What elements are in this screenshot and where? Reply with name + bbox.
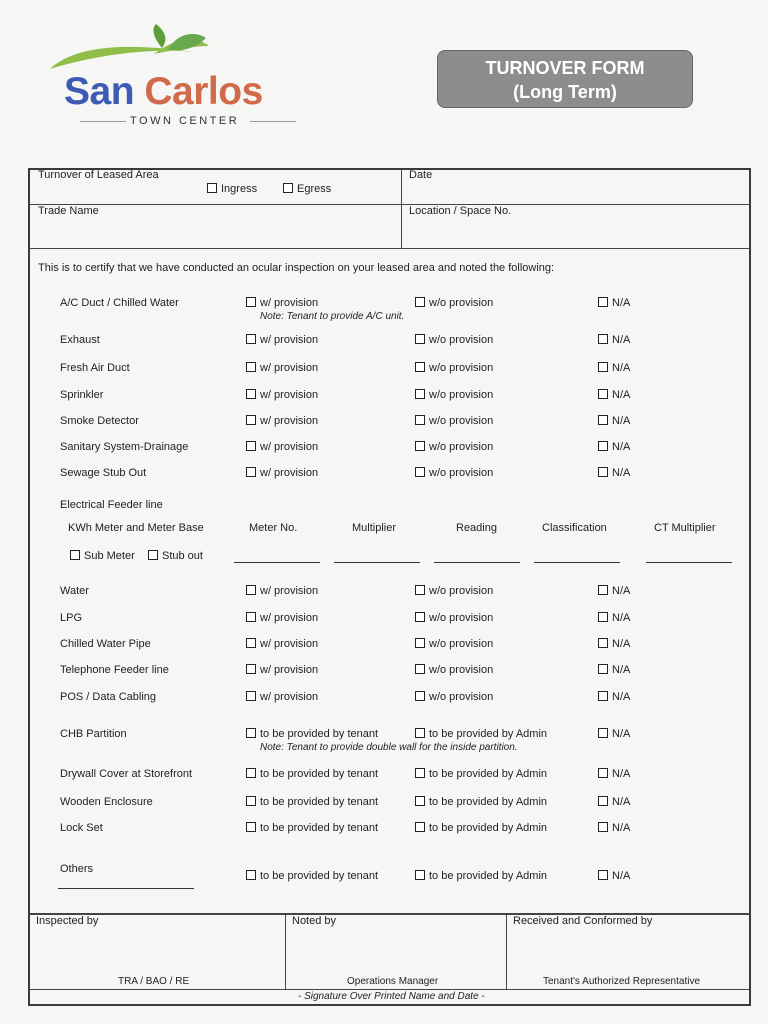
checkbox[interactable] (598, 297, 608, 307)
option-na[interactable] (598, 415, 630, 427)
option-label: w/ provision (260, 362, 319, 374)
option-label: N/A (612, 691, 631, 703)
option-admin[interactable] (415, 796, 547, 808)
option-na[interactable] (598, 822, 630, 834)
checkbox[interactable] (598, 415, 608, 425)
option-label: w/o provision (429, 638, 494, 650)
option-label: w/o provision (429, 441, 494, 453)
option-label: N/A (612, 415, 631, 427)
checkbox[interactable] (598, 334, 608, 344)
option-label: N/A (612, 822, 631, 834)
sub-meter-label: Sub Meter (84, 550, 135, 562)
checkbox[interactable] (70, 550, 80, 560)
option-na[interactable] (598, 362, 630, 374)
option-label: w/ provision (260, 389, 319, 401)
stub-out-label: Stub out (162, 550, 203, 562)
option-w-provision[interactable] (246, 362, 318, 374)
option-tenant[interactable] (246, 870, 378, 882)
checkbox[interactable] (415, 467, 425, 477)
turnover-label: Turnover of Leased Area (38, 169, 159, 181)
checkbox[interactable] (148, 550, 158, 560)
option-label: w/ provision (260, 664, 319, 676)
item-label: Water (60, 585, 89, 597)
option-label: to be provided by tenant (260, 870, 379, 882)
receiver-role: Tenant's Authorized Representative (543, 976, 701, 987)
egress-label: Egress (297, 183, 332, 195)
option-wo-provision[interactable] (415, 467, 493, 479)
ingress-label: Ingress (221, 183, 258, 195)
inspected-by-label: Inspected by (36, 915, 99, 927)
option-label: to be provided by tenant (260, 822, 379, 834)
checkbox[interactable] (598, 612, 608, 622)
option-label: N/A (612, 362, 631, 374)
logo-word-carlos: Carlos (144, 70, 263, 113)
ct-multiplier-field[interactable] (646, 562, 732, 563)
option-wo-provision[interactable] (415, 297, 493, 309)
option-label: w/ provision (260, 415, 319, 427)
date-label: Date (409, 169, 433, 181)
checkbox[interactable] (246, 768, 256, 778)
checkbox[interactable] (246, 389, 256, 399)
logo-word-san: San (64, 70, 135, 113)
checkbox[interactable] (598, 362, 608, 372)
option-label: w/ provision (260, 467, 319, 479)
option-label: w/ provision (260, 334, 319, 346)
checkbox[interactable] (415, 728, 425, 738)
option-label: N/A (612, 467, 631, 479)
option-w-provision[interactable] (246, 585, 318, 597)
certify-statement: This is to certify that we have conducted an ocular inspection on your leased area and noted the following: (38, 262, 555, 274)
checkbox[interactable] (246, 441, 256, 451)
option-label: w/ provision (260, 441, 319, 453)
option-label: w/o provision (429, 585, 494, 597)
checkbox[interactable] (246, 664, 256, 674)
item-label: POS / Data Cabling (60, 691, 156, 703)
option-wo-provision[interactable] (415, 664, 493, 676)
logo-wordmark (64, 70, 263, 114)
column-classification: Classification (542, 522, 607, 534)
option-label: to be provided by tenant (260, 796, 379, 808)
checkbox[interactable] (246, 870, 256, 880)
option-label: to be provided by Admin (429, 768, 548, 780)
checkbox[interactable] (415, 441, 425, 451)
checkbox[interactable] (415, 362, 425, 372)
option-tenant[interactable] (246, 796, 378, 808)
electrical-title: Electrical Feeder line (60, 499, 163, 511)
option-admin[interactable] (415, 822, 547, 834)
signature-footer-note: - Signature Over Printed Name and Date - (298, 991, 485, 1002)
item-label: CHB Partition (60, 728, 127, 740)
option-label: to be provided by Admin (429, 870, 548, 882)
option-w-provision[interactable] (246, 415, 318, 427)
item-label: Exhaust (60, 334, 100, 346)
location-label: Location / Space No. (409, 205, 512, 217)
checkbox[interactable] (415, 691, 425, 701)
option-label: N/A (612, 664, 631, 676)
option-wo-provision[interactable] (415, 334, 493, 346)
checkbox[interactable] (598, 691, 608, 701)
item-label: Wooden Enclosure (60, 796, 153, 808)
checkbox[interactable] (415, 612, 425, 622)
checkbox[interactable] (598, 638, 608, 648)
item-label: Chilled Water Pipe (60, 638, 151, 650)
option-label: N/A (612, 796, 631, 808)
classification-field[interactable] (534, 562, 620, 563)
option-label: w/o provision (429, 612, 494, 624)
option-label: w/ provision (260, 585, 319, 597)
checkbox[interactable] (598, 467, 608, 477)
option-admin[interactable] (415, 728, 547, 740)
checkbox[interactable] (415, 822, 425, 832)
option-wo-provision[interactable] (415, 441, 493, 453)
option-na[interactable] (598, 585, 630, 597)
option-wo-provision[interactable] (415, 362, 493, 374)
item-label: Fresh Air Duct (60, 362, 130, 374)
checkbox[interactable] (246, 638, 256, 648)
option-label: w/o provision (429, 415, 494, 427)
checkbox[interactable] (598, 728, 608, 738)
checkbox[interactable] (415, 389, 425, 399)
option-label: w/ provision (260, 691, 319, 703)
option-wo-provision[interactable] (415, 415, 493, 427)
option-label: N/A (612, 612, 631, 624)
checkbox[interactable] (415, 585, 425, 595)
option-wo-provision[interactable] (415, 691, 493, 703)
received-by-label: Received and Conformed by (513, 915, 653, 927)
checkbox[interactable] (415, 638, 425, 648)
option-na[interactable] (598, 664, 630, 676)
checkbox[interactable] (246, 362, 256, 372)
option-label: to be provided by Admin (429, 822, 548, 834)
form-subtitle: (Long Term) (513, 82, 617, 102)
column-ct-multiplier: CT Multiplier (654, 522, 716, 534)
option-na[interactable] (598, 441, 630, 453)
option-label: w/o provision (429, 691, 494, 703)
checkbox[interactable] (415, 664, 425, 674)
meter-no-field[interactable] (234, 562, 320, 563)
item-label: Telephone Feeder line (60, 664, 169, 676)
option-label: to be provided by tenant (260, 728, 379, 740)
item-note: Note: Tenant to provide double wall for the inside partition. (260, 742, 518, 753)
item-note: Note: Tenant to provide A/C unit. (260, 311, 405, 322)
item-label: Sprinkler (60, 389, 104, 401)
option-label: N/A (612, 870, 631, 882)
option-wo-provision[interactable] (415, 389, 493, 401)
column-multiplier: Multiplier (352, 522, 397, 534)
trade-name-label: Trade Name (38, 205, 99, 217)
form-title-box (437, 50, 693, 108)
option-na[interactable] (598, 870, 630, 882)
option-na[interactable] (598, 768, 630, 780)
checkbox[interactable] (598, 822, 608, 832)
checkbox[interactable] (598, 389, 608, 399)
option-tenant[interactable] (246, 822, 378, 834)
checkbox[interactable] (246, 691, 256, 701)
checkbox[interactable] (246, 297, 256, 307)
checkbox[interactable] (598, 796, 608, 806)
checkbox[interactable] (246, 415, 256, 425)
option-label: N/A (612, 389, 631, 401)
item-label: Lock Set (60, 822, 103, 834)
option-label: N/A (612, 334, 631, 346)
option-w-provision[interactable] (246, 691, 318, 703)
option-label: w/o provision (429, 389, 494, 401)
column-kwh-meter: KWh Meter and Meter Base (68, 522, 204, 534)
option-label: w/o provision (429, 362, 494, 374)
option-na[interactable] (598, 691, 630, 703)
option-w-provision[interactable] (246, 334, 318, 346)
stub-out-option[interactable] (148, 550, 203, 562)
noter-role: Operations Manager (347, 976, 439, 987)
checkbox[interactable] (246, 796, 256, 806)
option-tenant[interactable] (246, 768, 378, 780)
option-wo-provision[interactable] (415, 638, 493, 650)
checkbox[interactable] (246, 585, 256, 595)
option-label: w/o provision (429, 334, 494, 346)
column-meter-no: Meter No. (249, 522, 298, 534)
option-tenant[interactable] (246, 728, 378, 740)
option-w-provision[interactable] (246, 441, 318, 453)
option-label: w/ provision (260, 612, 319, 624)
checkbox[interactable] (415, 415, 425, 425)
option-na[interactable] (598, 297, 630, 309)
option-label: N/A (612, 297, 631, 309)
option-label: N/A (612, 585, 631, 597)
option-na[interactable] (598, 728, 630, 740)
option-admin[interactable] (415, 768, 547, 780)
san-carlos-logo (44, 24, 314, 134)
option-wo-provision[interactable] (415, 585, 493, 597)
multiplier-field[interactable] (334, 562, 420, 563)
option-wo-provision[interactable] (415, 612, 493, 624)
egress-option[interactable] (283, 183, 331, 195)
item-label: Sanitary System-Drainage (60, 441, 189, 453)
checkbox[interactable] (598, 664, 608, 674)
option-na[interactable] (598, 612, 630, 624)
option-na[interactable] (598, 467, 630, 479)
option-label: N/A (612, 768, 631, 780)
inspector-role: TRA / BAO / RE (118, 976, 190, 987)
logo-subtitle: TOWN CENTER (130, 115, 240, 127)
ingress-option[interactable] (207, 183, 257, 195)
option-w-provision[interactable] (246, 612, 318, 624)
item-label: Drywall Cover at Storefront (60, 768, 193, 780)
others-field[interactable] (58, 888, 194, 889)
option-w-provision[interactable] (246, 467, 318, 479)
option-w-provision[interactable] (246, 664, 318, 676)
sub-meter-option[interactable] (70, 550, 135, 562)
option-label: w/ provision (260, 297, 319, 309)
checkbox[interactable] (415, 334, 425, 344)
checkbox[interactable] (415, 768, 425, 778)
option-w-provision[interactable] (246, 389, 318, 401)
option-na[interactable] (598, 334, 630, 346)
form-frame (28, 168, 751, 1006)
checkbox[interactable] (415, 870, 425, 880)
option-na[interactable] (598, 638, 630, 650)
option-w-provision[interactable] (246, 638, 318, 650)
option-label: w/ provision (260, 638, 319, 650)
form-title: TURNOVER FORM (485, 58, 645, 78)
checkbox[interactable] (598, 585, 608, 595)
checkbox[interactable] (246, 822, 256, 832)
checkbox[interactable] (246, 728, 256, 738)
checkbox[interactable] (415, 796, 425, 806)
checkbox[interactable] (246, 334, 256, 344)
option-label: to be provided by Admin (429, 796, 548, 808)
column-reading: Reading (456, 522, 497, 534)
ingress-checkbox[interactable] (207, 183, 217, 193)
checkbox[interactable] (246, 467, 256, 477)
option-na[interactable] (598, 389, 630, 401)
option-admin[interactable] (415, 870, 547, 882)
option-na[interactable] (598, 796, 630, 808)
option-label: to be provided by Admin (429, 728, 548, 740)
option-label: N/A (612, 441, 631, 453)
checkbox[interactable] (598, 768, 608, 778)
option-label: to be provided by tenant (260, 768, 379, 780)
checkbox[interactable] (246, 612, 256, 622)
egress-checkbox[interactable] (283, 183, 293, 193)
option-label: N/A (612, 728, 631, 740)
item-label: A/C Duct / Chilled Water (60, 297, 179, 309)
checkbox[interactable] (415, 297, 425, 307)
option-label: w/o provision (429, 297, 494, 309)
checkbox[interactable] (598, 441, 608, 451)
option-label: w/o provision (429, 664, 494, 676)
noted-by-label: Noted by (292, 915, 337, 927)
option-label: w/o provision (429, 467, 494, 479)
option-label: N/A (612, 638, 631, 650)
reading-field[interactable] (434, 562, 520, 563)
checkbox[interactable] (598, 870, 608, 880)
item-label: Others (60, 863, 94, 875)
item-label: Smoke Detector (60, 415, 139, 427)
item-label: Sewage Stub Out (60, 467, 147, 479)
item-label: LPG (60, 612, 83, 624)
option-w-provision[interactable] (246, 297, 318, 309)
